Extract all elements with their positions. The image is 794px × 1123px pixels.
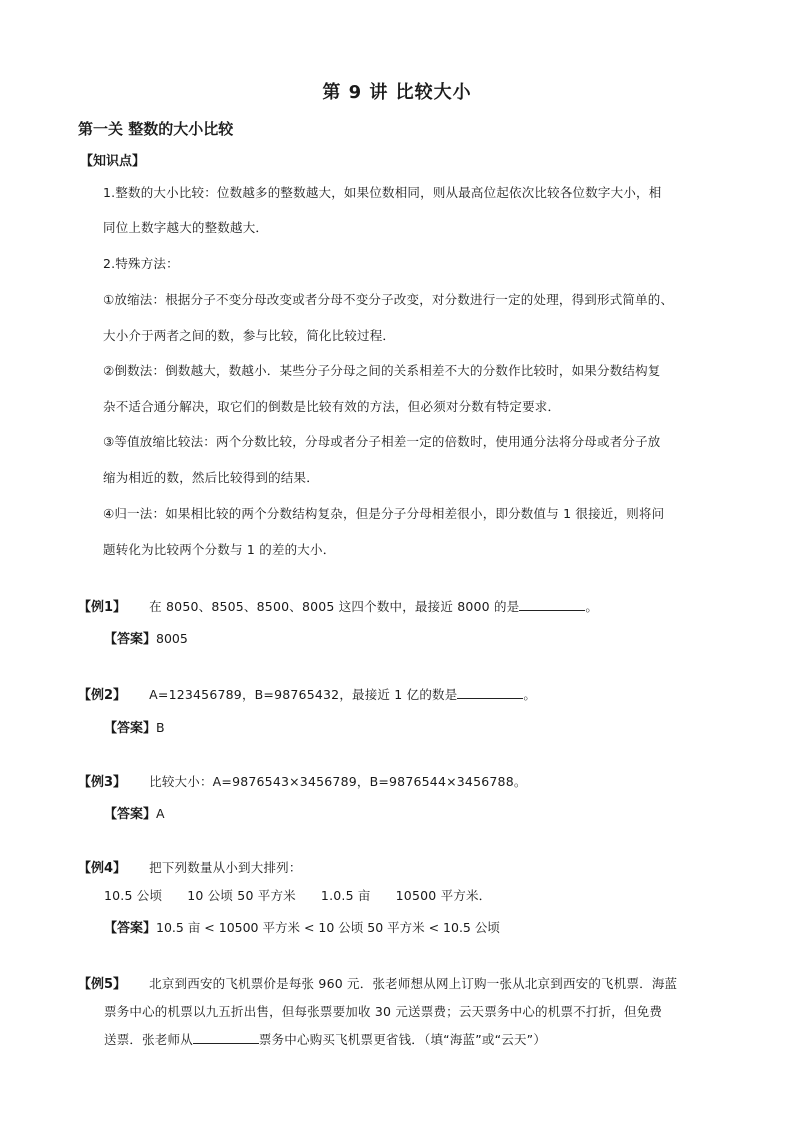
knowledge-label: 【知识点】 bbox=[80, 154, 146, 169]
knowledge-line: 题转化为比较两个分数与 1 的差的大小． bbox=[103, 542, 336, 557]
knowledge-line: 1.整数的大小比较：位数越多的整数越大，如果位数相同，则从最高位起依次比较各位数字大小，相 bbox=[103, 185, 662, 200]
knowledge-line: 同位上数字越大的整数越大． bbox=[103, 220, 269, 235]
answer-blank bbox=[457, 686, 523, 699]
page-title: 第 9 讲 比较大小 bbox=[322, 82, 472, 103]
example-label: 【例2】 bbox=[78, 688, 127, 703]
example-question: 比较大小：A=9876543×3456789，B=9876544×3456788。 bbox=[149, 774, 527, 789]
example-2 bbox=[78, 684, 536, 703]
example-question-end: 票务中心购买飞机票更省钱．（填“海蓝”或“云天”） bbox=[258, 1032, 547, 1047]
knowledge-line: ①放缩法：根据分子不变分母改变或者分母不变分子改变，对分数进行一定的处理，得到形式简单的、 bbox=[103, 292, 674, 307]
example-question: A=123456789，B=98765432，最接近 1 亿的数是 bbox=[149, 687, 458, 702]
example-label: 【例3】 bbox=[78, 775, 127, 790]
example-question: 把下列数量从小到大排列： bbox=[149, 860, 302, 875]
example-items: 10.5 公顷 10 公顷 50 平方米 1.0.5 亩 10500 平方米． bbox=[104, 888, 492, 903]
example-5 bbox=[78, 973, 677, 992]
knowledge-line: ④归一法：如果相比较的两个分数结构复杂，但是分子分母相差很小，即分数值与 1 很接近，则将问 bbox=[103, 506, 665, 521]
example-question-end: 。 bbox=[585, 599, 599, 614]
knowledge-line: ③等值放缩比较法：两个分数比较，分母或者分子相差一定的倍数时，使用通分法将分母或者分子放 bbox=[103, 434, 661, 449]
example-label: 【例1】 bbox=[78, 600, 127, 615]
knowledge-line: 杂不适合通分解决，取它们的倒数是比较有效的方法，但必须对分数有特定要求． bbox=[103, 399, 561, 414]
example-3 bbox=[78, 771, 527, 790]
answer-blank bbox=[193, 1031, 259, 1044]
answer-label: 【答案】 bbox=[104, 632, 157, 647]
answer-label: 【答案】 bbox=[104, 721, 157, 736]
answer-value: A bbox=[156, 806, 165, 821]
answer-value: 10.5 亩 < 10500 平方米 < 10 公顷 50 平方米 < 10.5 公顷 bbox=[156, 920, 500, 935]
answer-value: 8005 bbox=[156, 631, 188, 646]
example-question-line bbox=[104, 1030, 546, 1048]
example-question-start: 送票．张老师从 bbox=[104, 1032, 193, 1047]
answer-2 bbox=[104, 717, 165, 736]
example-label: 【例4】 bbox=[78, 861, 127, 876]
answer-label: 【答案】 bbox=[104, 921, 157, 936]
knowledge-line: 2.特殊方法： bbox=[103, 256, 179, 271]
example-question-line: 北京到西安的飞机票价是每张 960 元．张老师想从网上订购一张从北京到西安的飞机票．海蓝 bbox=[149, 976, 678, 991]
section-heading: 第一关 整数的大小比较 bbox=[78, 120, 234, 138]
example-question-end: 。 bbox=[523, 687, 537, 702]
answer-4 bbox=[104, 917, 500, 936]
answer-3 bbox=[104, 803, 165, 822]
answer-label: 【答案】 bbox=[104, 807, 157, 822]
example-question: 在 8050、8505、8500、8005 这四个数中，最接近 8000 的是 bbox=[149, 599, 520, 614]
answer-1 bbox=[104, 628, 188, 647]
knowledge-line: 缩为相近的数，然后比较得到的结果． bbox=[103, 470, 319, 485]
answer-value: B bbox=[156, 720, 165, 735]
knowledge-line: 大小介于两者之间的数，参与比较，简化比较过程． bbox=[103, 328, 396, 343]
example-label: 【例5】 bbox=[78, 977, 127, 992]
answer-blank bbox=[519, 598, 585, 611]
example-1 bbox=[78, 596, 598, 615]
knowledge-line: ②倒数法：倒数越大，数越小．某些分子分母之间的关系相差不大的分数作比较时，如果分数结构复 bbox=[103, 363, 661, 378]
example-4 bbox=[78, 857, 302, 876]
example-question-line: 票务中心的机票以九五折出售，但每张票要加收 30 元送票费；云天票务中心的机票不打折，但免费 bbox=[104, 1004, 663, 1019]
